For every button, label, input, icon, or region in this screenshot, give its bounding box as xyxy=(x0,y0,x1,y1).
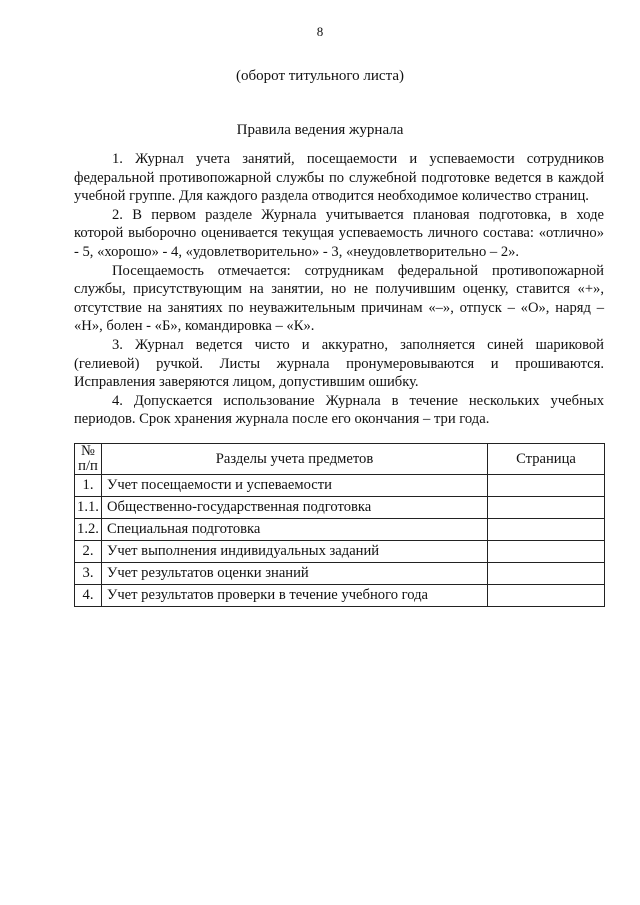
row-page xyxy=(488,497,605,519)
rule-paragraph-3: 3. Журнал ведется чисто и аккуратно, заполняется синей шариковой (гелиевой) ручкой. Листы журнала пронумеровываются и прошиваются. Исправления заверяются лицом, допустившим ошибку. xyxy=(74,336,604,391)
header-number xyxy=(75,444,102,475)
table-header-row xyxy=(75,444,605,475)
table-row xyxy=(75,497,605,519)
row-number: 1.2. xyxy=(75,519,102,541)
row-page xyxy=(488,475,605,497)
page-title: Правила ведения журнала xyxy=(236,122,404,138)
rule-paragraph-2: 2. В первом разделе Журнала учитывается плановая подготовка, в ходе которой выборочно оценивается текущая успеваемость личного состава: «отлично» - 5, «хорошо» - 4, «удовлетворительно» - 3, «неудовлетворительно – 2». xyxy=(74,206,604,260)
rules-text xyxy=(74,150,604,429)
row-title: Учет результатов оценки знаний xyxy=(102,563,488,585)
row-title: Общественно-государственная подготовка xyxy=(102,497,488,519)
table-row xyxy=(75,519,605,541)
header-page: Страница xyxy=(488,444,605,475)
row-title: Учет результатов проверки в течение учебного года xyxy=(102,585,488,607)
row-number: 3. xyxy=(75,563,102,585)
table-row xyxy=(75,541,605,563)
row-page xyxy=(488,585,605,607)
header-number-line2: п/п xyxy=(78,458,98,474)
row-title: Учет выполнения индивидуальных заданий xyxy=(102,541,488,563)
row-page xyxy=(488,519,605,541)
table-row xyxy=(75,475,605,497)
rule-paragraph-1: 1. Журнал учета занятий, посещаемости и успеваемости сотрудников федеральной противопожарной службы по служебной подготовке ведется в каждой учебной группе. Для каждого раздела отводится необходимое количество страниц. xyxy=(74,151,604,205)
table-row xyxy=(75,585,605,607)
row-page xyxy=(488,563,605,585)
row-title: Специальная подготовка xyxy=(102,519,488,541)
contents-table xyxy=(74,443,605,607)
row-number: 1. xyxy=(75,475,102,497)
rule-paragraph-attendance: Посещаемость отмечается: сотрудникам федеральной противопожарной службы, присутствующим на занятии, но не получившим оценку, ставится «+», отсутствие на занятиях по неуважительным причинам «–», отпуск – «О», наряд – «Н», болен - «Б», командировка – «К». xyxy=(74,262,604,335)
row-page xyxy=(488,541,605,563)
page-subtitle: (оборот титульного листа) xyxy=(236,68,404,84)
row-number: 1.1. xyxy=(75,497,102,519)
row-number: 2. xyxy=(75,541,102,563)
header-number-line1: № xyxy=(81,443,95,459)
row-title: Учет посещаемости и успеваемости xyxy=(102,475,488,497)
table-row xyxy=(75,563,605,585)
header-section: Разделы учета предметов xyxy=(102,444,488,475)
rule-paragraph-4: 4. Допускается использование Журнала в течение нескольких учебных периодов. Срок хранения журнала после его окончания – три года. xyxy=(74,392,604,428)
page-number: 8 xyxy=(316,24,324,39)
row-number: 4. xyxy=(75,585,102,607)
